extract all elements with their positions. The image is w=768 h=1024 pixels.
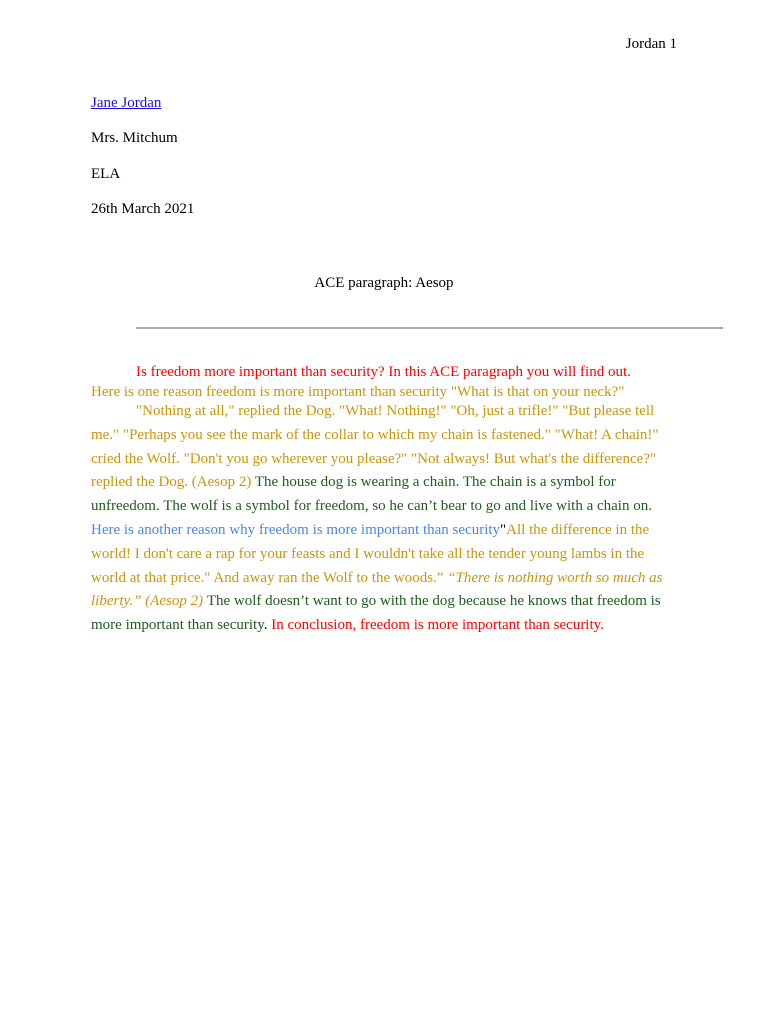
quote-mark: " (500, 521, 507, 538)
intro-sentence: Is freedom more important than security? In this ACE paragraph you will find out. (136, 364, 631, 380)
evidence-quote-two: All the difference in the world! I don't care a rap for your feasts and I wouldn't take all the tender young lambs in the world at that price." And away ran the Wolf to the woods.” (91, 521, 650, 586)
reason-two-sentence: Here is another reason why freedom is more important than security (91, 521, 501, 538)
explanation-one: The house dog is wearing a chain. The chain is a symbol for unfreedom. The wolf is a symbol for freedom, so he can’t bear to go and live with a chain on. (91, 474, 652, 515)
reason-one-sentence: Here is one reason freedom is more important than security "What is that on your neck?" (91, 384, 625, 400)
period-mark: . (263, 617, 268, 634)
explanation-two: The wolf doesn’t want to go with the dog because he knows that freedom is more important than security (91, 593, 661, 634)
teacher-name: Mrs. Mitchum (91, 130, 178, 146)
student-name[interactable] (91, 94, 161, 112)
evidence-quote-three: “There is nothing worth so much as liberty.” (Aesop 2) (91, 569, 663, 610)
evidence-quote-one: "Nothing at all," replied the Dog. "What! Nothing!" "Oh, just a trifle!" "But please tell me." "Perhaps you see the mark of the collar to which my chain is fastened." "What! A chain!" cried the Wolf. "Don't you go wherever you please?" "Not always! But what's the difference?" replied the Dog. (Aesop 2) (91, 403, 659, 491)
subject: ELA (91, 166, 121, 182)
ace-paragraph-body (91, 400, 681, 638)
conclusion-sentence: In conclusion, freedom is more important than security. (267, 617, 604, 634)
document-title: ACE paragraph: Aesop (314, 275, 454, 291)
date: 26th March 2021 (91, 201, 195, 217)
horizontal-divider (136, 327, 723, 329)
student-name-link[interactable]: Jane Jordan (91, 95, 162, 111)
page-header-number: Jordan 1 (625, 36, 677, 52)
